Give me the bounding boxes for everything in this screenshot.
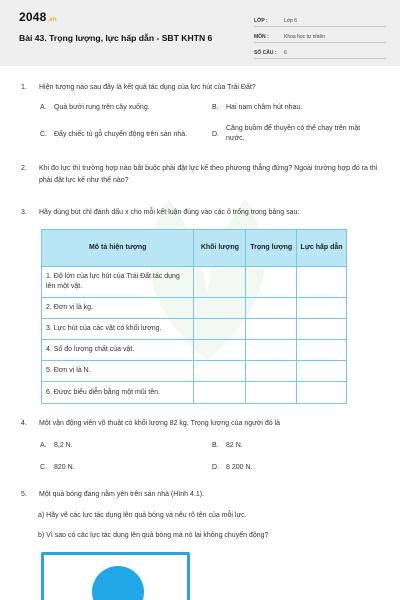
answer-cell[interactable] xyxy=(246,340,297,361)
answer-cell[interactable] xyxy=(194,361,246,382)
answer-cell[interactable] xyxy=(297,267,347,298)
q5-part-b: b) Vì sao có các lực tác dụng lên quả bóng mà nó lại không chuyển động? xyxy=(38,532,269,539)
q4-option-b[interactable] xyxy=(212,441,243,451)
q4-option-d[interactable] xyxy=(212,463,252,473)
answer-cell[interactable] xyxy=(194,319,246,340)
table-row xyxy=(42,340,347,361)
table-row xyxy=(42,267,347,298)
column-header: Lực hấp dẫn xyxy=(297,230,347,267)
option-text: 8,2 N. xyxy=(54,442,73,449)
question-number: 2. xyxy=(21,165,27,172)
option-letter: C. xyxy=(40,131,47,138)
option-text: Quả bưởi rụng trên cây xuống. xyxy=(54,104,150,111)
row-description: 2. Đơn vị là kg. xyxy=(42,298,194,319)
q1-option-b[interactable] xyxy=(212,103,302,113)
question-text: Một quả bóng đang nằm yên trên sàn nhà (Hình 4.1). xyxy=(39,491,204,498)
table-row xyxy=(42,382,347,404)
meta-row-count xyxy=(254,43,386,59)
answer-cell[interactable] xyxy=(194,267,246,298)
column-header: Khối lượng xyxy=(194,230,246,267)
answer-cell[interactable] xyxy=(297,319,347,340)
option-letter: A. xyxy=(40,104,47,111)
question-number: 1. xyxy=(21,84,27,91)
table-header-row xyxy=(42,230,347,267)
meta-label: SỐ CÂU : xyxy=(254,50,277,56)
answer-cell[interactable] xyxy=(246,382,297,404)
q4-option-a[interactable] xyxy=(40,441,73,451)
table-row xyxy=(42,361,347,382)
q5-part-a: a) Hãy vẽ các lực tác dụng lên quả bóng và nêu rõ tên của mỗi lực. xyxy=(38,512,247,519)
meta-value: Khoa học tự nhiên xyxy=(284,34,325,40)
ball-figure xyxy=(41,552,190,600)
question-text: Khi đo lực thì trường hợp nào bắt buộc phải đặt lực kế theo phương thẳng đứng? Ngoài trường hợp đó ra thì phải đặt lực kế như thế nào? xyxy=(39,165,378,184)
table-row xyxy=(42,298,347,319)
option-text: 820 N. xyxy=(54,464,75,471)
q1-option-d[interactable]: Căng buồm để thuyền có thể chạy trên mặt nước. xyxy=(226,125,361,142)
meta-info xyxy=(254,11,386,59)
row-description: 4. Số đo lượng chất của vật. xyxy=(42,340,194,361)
answer-cell[interactable] xyxy=(297,298,347,319)
page-title: Bài 43. Trọng lượng, lực hấp dẫn - SBT KHTN 6 xyxy=(19,33,213,43)
answer-cell[interactable] xyxy=(194,340,246,361)
option-letter: B. xyxy=(212,442,219,449)
column-header: Mô tả hiện tượng xyxy=(42,230,194,267)
question-number: 4. xyxy=(21,420,27,427)
row-description: 6. Được biểu diễn bằng một mũi tên. xyxy=(42,382,194,404)
answer-table xyxy=(41,229,347,404)
question-number: 5. xyxy=(21,491,27,498)
answer-cell[interactable] xyxy=(297,361,347,382)
row-description: 5. Đơn vị là N. xyxy=(42,361,194,382)
table-row xyxy=(42,319,347,340)
q1-option-c[interactable] xyxy=(40,130,187,140)
q1-option-d-letter[interactable]: D. xyxy=(212,131,219,138)
answer-cell[interactable] xyxy=(246,298,297,319)
option-letter: B. xyxy=(212,104,219,111)
question-text: Một vận động viên võ thuật có khối lượng 82 kg. Trọng lượng của người đó là xyxy=(39,420,281,427)
ball-shape xyxy=(92,566,144,600)
answer-cell[interactable] xyxy=(246,319,297,340)
answer-cell[interactable] xyxy=(194,298,246,319)
meta-label: MÔN : xyxy=(254,34,269,40)
answer-cell[interactable] xyxy=(246,361,297,382)
q4-option-c[interactable] xyxy=(40,463,75,473)
option-text: 82 N. xyxy=(226,442,243,449)
option-letter: D. xyxy=(212,464,219,471)
logo-suffix: .vn xyxy=(47,17,57,23)
answer-cell[interactable] xyxy=(194,382,246,404)
option-text: Đẩy chiếc tủ gỗ chuyển động trên sàn nhà. xyxy=(54,131,188,138)
meta-label: LỚP : xyxy=(254,18,268,24)
question-text: Hiện tượng nào sau đây là kết quả tác dụng của lực hút của Trái Đất? xyxy=(39,84,256,91)
answer-cell[interactable] xyxy=(246,267,297,298)
column-header: Trọng lượng xyxy=(246,230,297,267)
option-letter: A. xyxy=(40,442,47,449)
row-description: 1. Độ lớn của lực hút của Trái Đất tác dụng lên một vật. xyxy=(42,267,194,298)
meta-value: Lớp 6 xyxy=(284,18,298,24)
option-text: 8 200 N. xyxy=(226,464,253,471)
meta-row-class xyxy=(254,11,386,27)
q1-option-a[interactable] xyxy=(40,103,150,113)
row-description: 3. Lực hút của các vật có khối lượng. xyxy=(42,319,194,340)
option-text: Hai nam châm hút nhau. xyxy=(226,104,303,111)
site-logo[interactable] xyxy=(19,10,57,24)
logo-text: 2048 xyxy=(19,10,47,24)
page-header xyxy=(0,0,400,66)
meta-value: 6 xyxy=(284,50,287,56)
answer-cell[interactable] xyxy=(297,340,347,361)
question-text: Hãy dùng bút chì đánh dấu x cho mỗi kết luận đúng vào các ô trống trong bảng sau: xyxy=(39,209,300,216)
meta-row-subject xyxy=(254,27,386,43)
option-letter: C. xyxy=(40,464,47,471)
answer-cell[interactable] xyxy=(297,382,347,404)
question-number: 3. xyxy=(21,209,27,216)
